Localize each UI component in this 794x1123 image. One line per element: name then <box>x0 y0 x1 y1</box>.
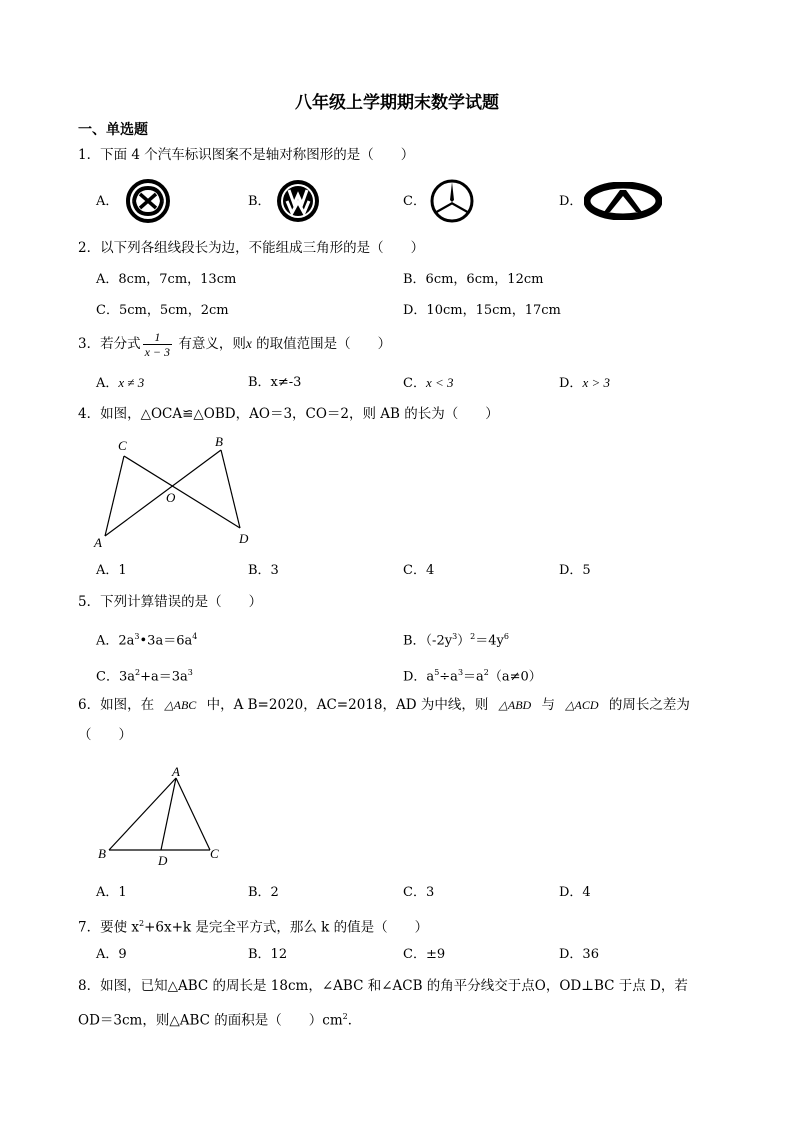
question-6-stem-line2: （ ） <box>78 727 132 743</box>
q6-option-a: A．1 <box>96 885 127 900</box>
q5-d-exp2: 3 <box>457 668 464 677</box>
q6-triangle-abc: △ABC <box>164 698 197 712</box>
q2-option-a: A．8cm，7cm，13cm <box>96 272 237 287</box>
question-4-stem: 4．如图，△OCA≌△OBD，AO＝3，CO＝2，则 AB 的长为（ ） <box>78 406 499 422</box>
q5-option-a <box>96 628 197 650</box>
q6-stem-part4: 的周长之差为 <box>608 697 690 713</box>
q3-option-d-math: x > 3 <box>582 375 610 390</box>
q5-d-part1: D．a <box>403 669 435 685</box>
infiniti-logo-icon <box>584 182 662 220</box>
q4-label-a: A <box>94 535 102 550</box>
q4-option-c: C．4 <box>403 563 435 578</box>
q3-frac-num: 1 <box>143 330 172 345</box>
q3-option-b: B．x≠-3 <box>248 375 302 390</box>
q5-option-b <box>403 628 509 650</box>
question-3-stem <box>78 330 391 359</box>
question-6-stem-line1 <box>78 696 690 714</box>
q6-option-d: D．4 <box>559 885 591 900</box>
q6-figure <box>92 762 232 870</box>
question-1-stem: 1．下面 4 个汽车标识图案不是轴对称图形的是（ ） <box>78 147 415 163</box>
q6-triangle-acd: △ACD <box>565 698 599 712</box>
q5-a-part2: •3a＝6a <box>139 633 193 649</box>
q6-triangle-abd: △ABD <box>498 698 532 712</box>
q3-option-a-math: x ≠ 3 <box>118 375 145 390</box>
question-8-stem-line2 <box>78 1008 361 1030</box>
q8-stem-pre: OD＝3cm，则△ABC 的面积是（ ）cm <box>78 1012 343 1029</box>
q4-label-o: O <box>166 490 176 505</box>
q3-stem-post: 的取值范围是（ ） <box>251 336 392 352</box>
q7-stem-post: +6x+k 是完全平方式，那么 k 的值是（ ） <box>144 919 429 936</box>
q4-label-b: B <box>215 434 223 449</box>
q3-option-d-label: D． <box>559 376 583 391</box>
q7-option-b: B．12 <box>248 947 288 962</box>
q5-d-part4: （a≠0） <box>488 669 542 685</box>
q7-option-d: D．36 <box>559 947 599 962</box>
q6-option-c: C．3 <box>403 885 435 900</box>
q7-option-c: C．±9 <box>403 947 446 962</box>
q5-d-exp1: 5 <box>434 668 440 677</box>
segment-ad <box>161 778 176 850</box>
q5-d-part3: ＝a <box>463 669 484 685</box>
q5-b-exp3: 6 <box>503 632 509 641</box>
segment-ab <box>109 778 176 850</box>
q3-option-c-label: C． <box>403 376 426 391</box>
q5-option-d <box>403 664 542 686</box>
q3-variable: x <box>245 336 252 351</box>
q5-d-exp3: 2 <box>483 668 489 677</box>
q4-label-d: D <box>239 531 249 546</box>
q3-option-a <box>96 374 144 393</box>
q5-c-exp1: 2 <box>134 668 141 677</box>
segment-bd <box>221 450 240 528</box>
q7-option-a: A．9 <box>96 947 127 962</box>
q2-option-c: C．5cm，5cm，2cm <box>96 303 229 318</box>
q6-label-d: D <box>158 853 168 868</box>
q5-b-exp2: 2 <box>470 632 476 641</box>
q1-option-b-label: B． <box>248 194 271 209</box>
q5-c-part1: C．3a <box>96 669 135 685</box>
q5-b-part2: ） <box>457 633 471 649</box>
q6-stem-part3: 与 <box>541 697 555 713</box>
q8-exp: 2 <box>342 1012 348 1021</box>
q5-b-exp1: 3 <box>452 632 458 641</box>
question-8-stem-line1: 8．如图，已知△ABC 的周长是 18cm，∠ABC 和∠ACB 的角平分线交于点O，OD⊥BC 于点 D，若 <box>78 978 688 994</box>
q3-fraction <box>143 330 172 359</box>
q7-exp: 2 <box>139 919 145 928</box>
q4-option-b: B．3 <box>248 563 279 578</box>
q3-frac-den: x − 3 <box>144 345 171 359</box>
q5-c-exp2: 3 <box>187 668 193 677</box>
section-heading: 一、单选题 <box>78 122 148 138</box>
q7-stem-pre: 7．要使 x <box>78 919 139 936</box>
q3-option-d <box>559 374 610 393</box>
q3-stem-pre: 3．若分式 <box>78 336 141 352</box>
q3-option-c-math: x < 3 <box>425 375 454 390</box>
q6-label-c: C <box>210 846 219 861</box>
page-title: 八年级上学期期末数学试题 <box>295 93 499 113</box>
q5-c-part2: +a＝3a <box>140 669 188 685</box>
q4-option-a: A．1 <box>96 563 127 578</box>
question-2-stem: 2．以下列各组线段长为边，不能组成三角形的是（ ） <box>78 240 425 256</box>
volkswagen-logo-icon <box>274 178 322 224</box>
q5-option-c <box>96 664 193 686</box>
segment-ac <box>176 778 210 850</box>
q3-stem-mid: 有意义，则 <box>174 336 246 352</box>
q1-option-d-label: D． <box>559 194 583 209</box>
q6-label-b: B <box>98 846 106 861</box>
q4-label-c: C <box>118 438 127 453</box>
q1-option-a-label: A． <box>96 194 119 209</box>
q5-a-part1: A．2a <box>96 633 135 649</box>
q6-stem-part2: 中，A B=2020，AC=2018，AD 为中线，则 <box>206 697 489 713</box>
q1-option-c-label: C． <box>403 194 426 209</box>
question-5-stem: 5．下列计算错误的是（ ） <box>78 594 263 610</box>
segment-cd <box>124 456 240 528</box>
q6-option-b: B．2 <box>248 885 279 900</box>
q8-stem-post: ． <box>347 1012 362 1029</box>
question-7-stem <box>78 915 428 937</box>
q6-label-a: A <box>172 764 180 779</box>
q2-option-b: B．6cm，6cm，12cm <box>403 272 544 287</box>
q5-b-part3: ＝4y <box>475 633 504 649</box>
q5-a-exp2: 4 <box>192 632 198 641</box>
q3-option-c <box>403 374 454 393</box>
q6-stem-part1: 6．如图，在 <box>78 697 155 713</box>
q4-figure <box>88 430 258 552</box>
mercedes-logo-icon <box>428 178 476 224</box>
q4-option-d: D．5 <box>559 563 591 578</box>
dongfeng-logo-icon <box>122 178 174 224</box>
q3-option-a-label: A． <box>96 376 119 391</box>
q5-a-exp1: 3 <box>134 632 140 641</box>
q5-d-part2: ÷a <box>439 669 458 685</box>
q5-b-part1: B．（-2y <box>403 633 453 649</box>
q2-option-d: D．10cm，15cm，17cm <box>403 303 561 318</box>
